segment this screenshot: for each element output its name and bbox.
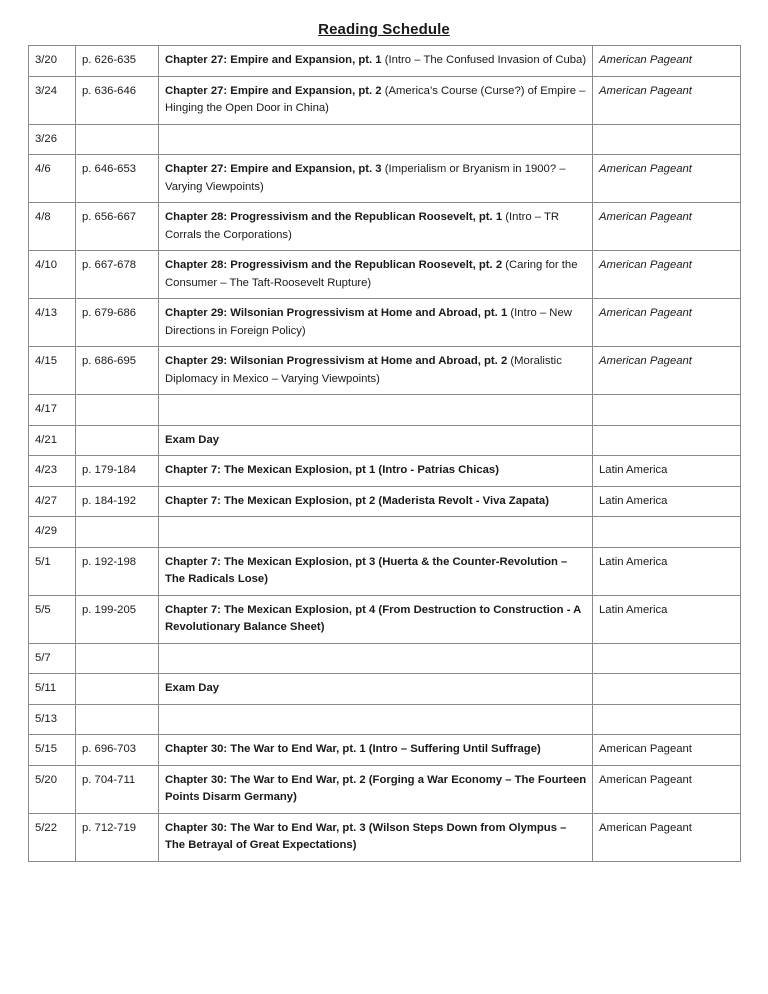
topic-heading: Chapter 27: Empire and Expansion, pt. 2 (165, 84, 385, 97)
cell-date: 4/17 (29, 395, 76, 426)
cell-pages: p. 192-198 (76, 547, 159, 595)
topic-heading: Chapter 7: The Mexican Explosion, pt 2 (Maderista Revolt - Viva Zapata) (165, 494, 549, 507)
cell-topic (159, 203, 593, 251)
cell-pages: p. 626-635 (76, 46, 159, 77)
cell-source (593, 674, 741, 705)
cell-date: 5/1 (29, 547, 76, 595)
topic-heading: Chapter 30: The War to End War, pt. 3 (Wilson Steps Down from Olympus – The Betrayal of Great Expectations) (165, 821, 567, 851)
cell-topic (159, 124, 593, 155)
topic-heading: Chapter 27: Empire and Expansion, pt. 3 (165, 163, 385, 175)
cell-source: American Pageant (593, 347, 741, 395)
cell-source: American Pageant (593, 46, 741, 77)
cell-source: American Pageant (593, 76, 741, 124)
cell-date: 4/15 (29, 347, 76, 395)
topic-heading: Chapter 7: The Mexican Explosion, pt 3 (Huerta & the Counter-Revolution – The Radicals Lose) (165, 555, 568, 585)
cell-topic (159, 46, 593, 77)
table-row (29, 456, 741, 487)
cell-topic (159, 813, 593, 861)
table-row (29, 425, 741, 456)
cell-pages (76, 425, 159, 456)
table-row (29, 517, 741, 548)
cell-date: 4/6 (29, 155, 76, 203)
topic-detail: (Caring for the Consumer – The Taft-Roosevelt Rupture) (165, 259, 578, 289)
cell-date: 5/22 (29, 813, 76, 861)
cell-pages: p. 636-646 (76, 76, 159, 124)
topic-detail: (Imperialism or Bryanism in 1900? – Varying Viewpoints) (165, 163, 566, 193)
cell-date: 4/23 (29, 456, 76, 487)
cell-topic (159, 547, 593, 595)
table-row (29, 813, 741, 861)
topic-heading: Chapter 29: Wilsonian Progressivism at Home and Abroad, pt. 1 (165, 307, 511, 319)
cell-date: 4/13 (29, 299, 76, 347)
table-row (29, 547, 741, 595)
cell-topic (159, 299, 593, 347)
table-row (29, 395, 741, 426)
topic-heading: Chapter 29: Wilsonian Progressivism at Home and Abroad, pt. 2 (165, 355, 511, 367)
cell-pages (76, 124, 159, 155)
table-row (29, 124, 741, 155)
cell-source: Latin America (593, 547, 741, 595)
table-row (29, 643, 741, 674)
schedule-rows (29, 46, 741, 862)
cell-pages: p. 184-192 (76, 486, 159, 517)
table-row (29, 486, 741, 517)
cell-date: 5/13 (29, 704, 76, 735)
cell-topic (159, 704, 593, 735)
cell-pages (76, 704, 159, 735)
table-row (29, 595, 741, 643)
cell-date: 5/11 (29, 674, 76, 705)
cell-pages: p. 704-711 (76, 765, 159, 813)
cell-topic (159, 735, 593, 766)
reading-schedule-table (28, 45, 741, 862)
table-row (29, 76, 741, 124)
cell-source: American Pageant (593, 735, 741, 766)
cell-date: 4/29 (29, 517, 76, 548)
cell-topic (159, 251, 593, 299)
table-row (29, 765, 741, 813)
cell-date: 3/20 (29, 46, 76, 77)
cell-topic (159, 347, 593, 395)
cell-pages: p. 646-653 (76, 155, 159, 203)
cell-date: 4/8 (29, 203, 76, 251)
topic-heading: Chapter 27: Empire and Expansion, pt. 1 (165, 54, 385, 66)
cell-pages: p. 712-719 (76, 813, 159, 861)
cell-date: 4/21 (29, 425, 76, 456)
topic-heading: Chapter 7: The Mexican Explosion, pt 4 (From Destruction to Construction - A Revolutionary Balance Sheet) (165, 603, 581, 633)
topic-heading: Chapter 7: The Mexican Explosion, pt 1 (Intro - Patrias Chicas) (165, 464, 499, 476)
cell-pages (76, 674, 159, 705)
cell-topic (159, 395, 593, 426)
topic-heading: Chapter 30: The War to End War, pt. 1 (Intro – Suffering Until Suffrage) (165, 743, 541, 755)
cell-pages (76, 643, 159, 674)
topic-detail: (Intro – New Directions in Foreign Policy) (165, 307, 572, 337)
topic-heading: Exam Day (165, 682, 220, 694)
topic-heading: Chapter 28: Progressivism and the Republican Roosevelt, pt. 1 (165, 211, 506, 223)
cell-source: Latin America (593, 486, 741, 517)
cell-topic (159, 76, 593, 124)
table-row (29, 46, 741, 77)
cell-date: 5/15 (29, 735, 76, 766)
cell-source (593, 395, 741, 426)
cell-pages: p. 696-703 (76, 735, 159, 766)
cell-source (593, 425, 741, 456)
cell-source: American Pageant (593, 155, 741, 203)
topic-detail: (Intro – The Confused Invasion of Cuba) (384, 54, 587, 66)
cell-date: 4/10 (29, 251, 76, 299)
cell-source (593, 124, 741, 155)
cell-topic (159, 674, 593, 705)
cell-pages: p. 199-205 (76, 595, 159, 643)
cell-date: 5/5 (29, 595, 76, 643)
cell-source: American Pageant (593, 203, 741, 251)
cell-pages: p. 179-184 (76, 456, 159, 487)
cell-source (593, 517, 741, 548)
cell-date: 3/24 (29, 76, 76, 124)
cell-date: 4/27 (29, 486, 76, 517)
topic-heading: Exam Day (165, 433, 220, 446)
table-row (29, 347, 741, 395)
table-row (29, 735, 741, 766)
cell-date: 3/26 (29, 124, 76, 155)
cell-pages: p. 667-678 (76, 251, 159, 299)
cell-source: American Pageant (593, 813, 741, 861)
cell-topic (159, 765, 593, 813)
cell-pages: p. 686-695 (76, 347, 159, 395)
cell-topic (159, 486, 593, 517)
cell-pages (76, 517, 159, 548)
cell-source (593, 704, 741, 735)
cell-topic (159, 517, 593, 548)
cell-source (593, 643, 741, 674)
table-row (29, 155, 741, 203)
table-row (29, 299, 741, 347)
cell-date: 5/7 (29, 643, 76, 674)
cell-source: Latin America (593, 595, 741, 643)
table-row (29, 203, 741, 251)
cell-pages: p. 679-686 (76, 299, 159, 347)
page-title: Reading Schedule (318, 21, 450, 38)
topic-detail: (Moralistic Diplomacy in Mexico – Varying Viewpoints) (165, 355, 562, 385)
cell-source: Latin America (593, 456, 741, 487)
topic-detail: (Intro – TR Corrals the Corporations) (165, 211, 560, 241)
cell-source: American Pageant (593, 251, 741, 299)
cell-topic (159, 155, 593, 203)
topic-detail: (America’s Course (Curse?) of Empire – Hinging the Open Door in China) (165, 84, 586, 114)
cell-topic (159, 643, 593, 674)
cell-topic (159, 425, 593, 456)
cell-source: American Pageant (593, 765, 741, 813)
table-row (29, 674, 741, 705)
cell-topic (159, 456, 593, 487)
cell-date: 5/20 (29, 765, 76, 813)
topic-heading: Chapter 28: Progressivism and the Republican Roosevelt, pt. 2 (165, 259, 506, 271)
cell-pages: p. 656-667 (76, 203, 159, 251)
cell-topic (159, 595, 593, 643)
table-row (29, 251, 741, 299)
table-row (29, 704, 741, 735)
topic-heading: Chapter 30: The War to End War, pt. 2 (Forging a War Economy – The Fourteen Points Disarm Germany) (165, 773, 587, 803)
cell-pages (76, 395, 159, 426)
cell-source: American Pageant (593, 299, 741, 347)
